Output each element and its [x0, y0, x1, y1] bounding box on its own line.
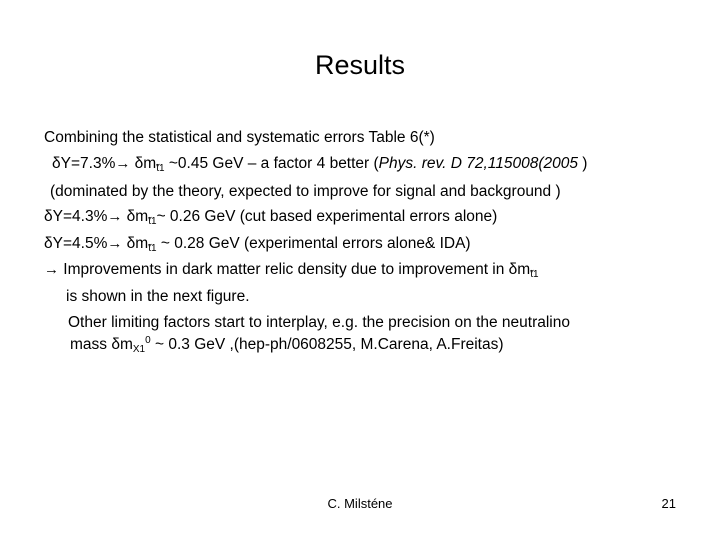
body-line-7 — [66, 287, 250, 307]
body-line-8 — [68, 313, 570, 333]
arrow-icon: → — [44, 261, 59, 278]
footer-author: C. Milsténe — [327, 496, 393, 511]
stop-subscript: ̃t1 — [148, 243, 157, 254]
delta-y-value: δY=4.5% — [44, 235, 108, 252]
body-line-6 — [44, 260, 539, 280]
delta-m-text: δm — [122, 208, 149, 225]
arrow-icon: → — [107, 235, 123, 252]
neutralino-subscript: X1 — [132, 344, 146, 355]
line-text: ~ 0.3 GeV ,(hep-ph/0608255, M.Carena, A.Freitas) — [150, 336, 504, 353]
citation-italic: Phys. rev. D 72,115008(2005 — [378, 155, 578, 172]
line-text: mass δm — [70, 336, 133, 353]
line-text: Other limiting factors start to interplay, e.g. the precision on the neutralino — [68, 314, 570, 331]
line-text: (dominated by the theory, expected to improve for signal and background ) — [50, 183, 561, 200]
line-text: Combining the statistical and systematic errors Table 6(*) — [44, 129, 435, 146]
body-line-5 — [44, 234, 471, 254]
arrow-icon: → — [107, 208, 123, 225]
stop-subscript: ̃t1 — [530, 269, 539, 280]
delta-y-value: δY=7.3% — [52, 155, 116, 172]
line-text: ~ 0.28 GeV (experimental errors alone& IDA) — [156, 235, 471, 252]
line-text: ~ 0.26 GeV (cut based experimental errors alone) — [156, 208, 498, 225]
line-text: ~0.45 GeV – a factor 4 better ( — [164, 155, 379, 172]
line-text: ) — [578, 155, 588, 172]
delta-m-text: δm — [130, 155, 157, 172]
delta-m-text: δm — [122, 235, 149, 252]
page-number: 21 — [661, 496, 676, 511]
line-text: Improvements in dark matter relic density due to improvement in δm — [59, 261, 531, 278]
body-line-2 — [52, 154, 587, 174]
neutralino-superscript: 0 — [145, 335, 151, 346]
stop-subscript: ̃t1 — [156, 163, 165, 174]
body-line-9 — [70, 335, 504, 355]
delta-y-value: δY=4.3% — [44, 208, 108, 225]
page-title: Results — [314, 50, 406, 80]
body-line-3 — [50, 182, 561, 202]
body-line-4 — [44, 207, 497, 227]
body-line-1 — [44, 128, 435, 148]
stop-subscript: ̃t1 — [148, 216, 157, 227]
line-text: is shown in the next figure. — [66, 288, 250, 305]
arrow-icon: → — [115, 155, 131, 172]
